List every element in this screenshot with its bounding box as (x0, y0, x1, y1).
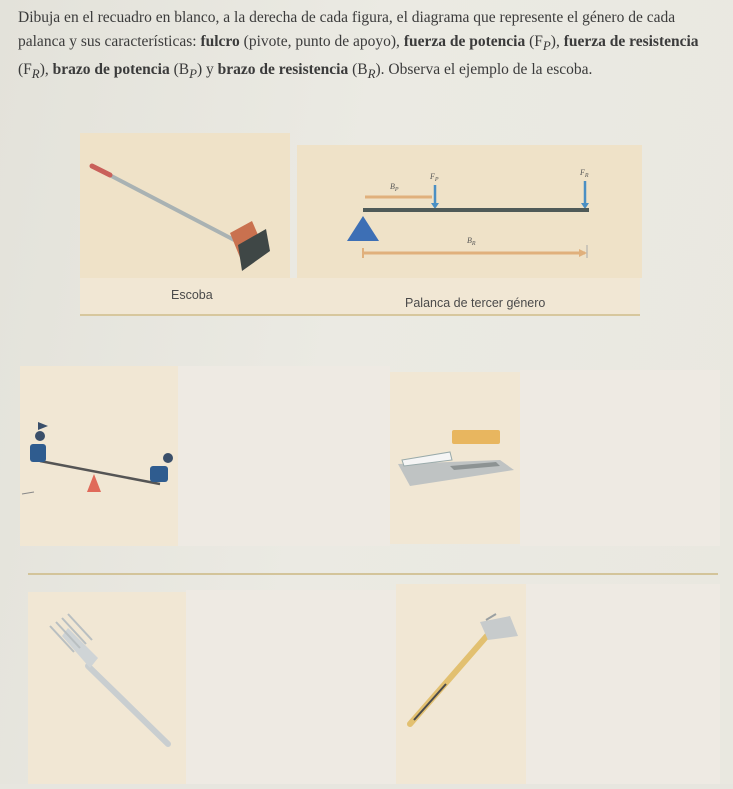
hammer-answer-box[interactable] (526, 584, 720, 784)
hammer-image-panel (396, 584, 526, 784)
term-fuerza-resistencia: fuerza de resistencia (563, 33, 699, 50)
broom-icon (80, 133, 290, 278)
third-class-lever-diagram (297, 145, 642, 278)
seesaw-image-panel (20, 366, 178, 546)
term-fuerza-potencia: fuerza de potencia (403, 33, 526, 50)
instructions-text: Dibuja en el recuadro en blanco, a la derecha de cada figura, el diagrama que represente el género de cada palanca y sus características: fulcro (pivote, punto de apoyo), fuerza de potencia $(F_P)$, fuerza de resistencia $(F_R)$, brazo de potencia $(B_P)$ y brazo de resistencia $(B_R)$. Observa el ejemplo de la escoba. (18, 9, 699, 82)
stapler-answer-box[interactable] (520, 370, 720, 546)
diagram-caption: Palanca de tercer género (405, 296, 546, 310)
broom-image-panel (80, 133, 290, 278)
label-br: $B_R$ (467, 236, 476, 247)
term-brazo-potencia: brazo de potencia (52, 61, 170, 79)
caption-strip (80, 278, 640, 314)
term-fulcro: fulcro (200, 33, 240, 50)
label-bp: $B_P$ (390, 182, 399, 193)
term-brazo-resistencia: brazo de resistencia (217, 61, 349, 79)
instructions-part2: (pivote, punto de apoyo), (239, 33, 404, 50)
instructions-part3: . Observa el ejemplo de la escoba. (380, 61, 593, 79)
fork-icon (28, 592, 186, 784)
symbol-bp: $(B_P)$ (173, 61, 203, 82)
label-fp: $F_P$ (430, 172, 439, 183)
symbol-fr: $(F_R)$ (18, 61, 45, 82)
fulcrum-triangle (347, 216, 379, 241)
seesaw-answer-box[interactable] (178, 366, 390, 546)
fork-answer-box[interactable] (186, 590, 396, 784)
example-underline (80, 314, 640, 316)
symbol-br: $(B_R)$ (352, 61, 381, 82)
lever-bar (363, 208, 589, 212)
stapler-icon (390, 372, 520, 544)
broom-caption: Escoba (171, 288, 213, 302)
instructions-part1: Dibuja en el recuadro en blanco, a la derecha de cada figura, el diagrama que represente el género de cada palanca y sus características: (18, 9, 676, 50)
label-fr: $F_R$ (580, 168, 589, 179)
fork-image-panel (28, 592, 186, 784)
stapler-image-panel (390, 372, 520, 544)
lever-diagram-panel (297, 145, 642, 278)
symbol-fp: $(F_P)$ (529, 33, 556, 54)
row-divider (28, 573, 718, 575)
seesaw-icon (20, 366, 178, 546)
hammer-icon (396, 584, 526, 784)
